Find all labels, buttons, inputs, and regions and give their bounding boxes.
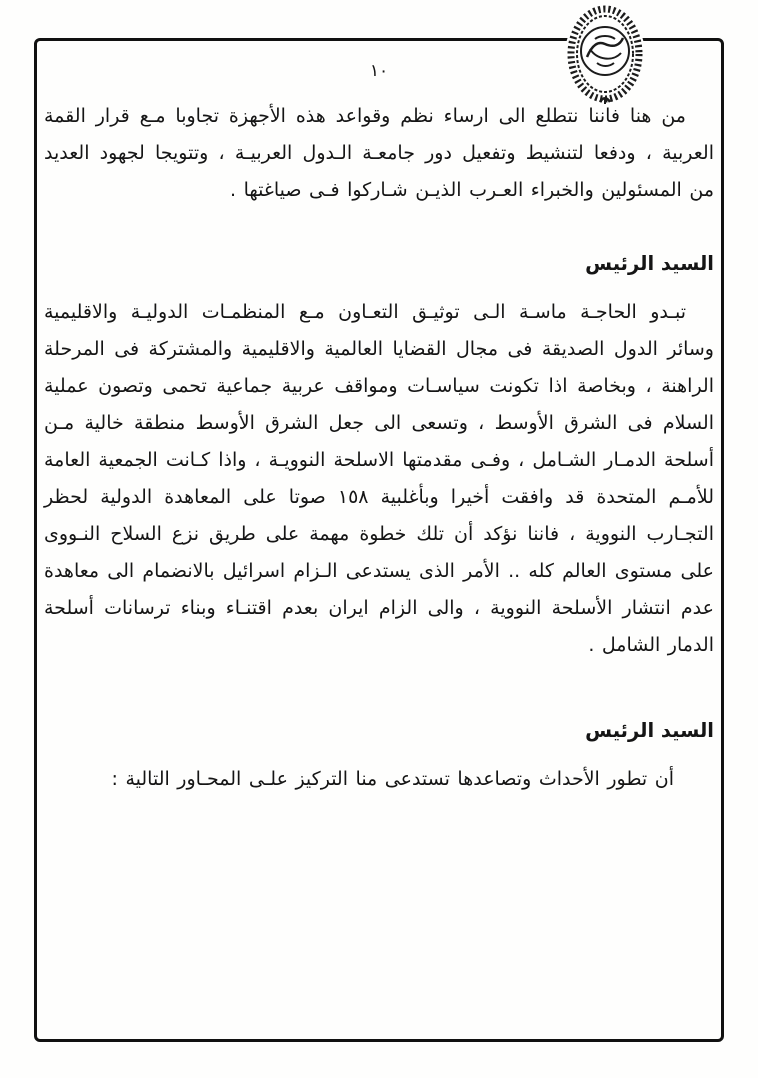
paragraph-cooperation: تبـدو الحاجـة ماسـة الـى توثيـق التعـاون مـع المنظمـات الدوليـة والاقليمية وسائر الدول الصديقة فى مجال القضايا العالمية والاقليمية والمشتركة فى المرحلة الراهنة ، وبخاصة اذا تكونت سياسـات ومواقف عربية جماعية تحمى وتصون عملية السلام فى الشرق الأوسط ، وتسعى الى جعل الشرق الأوسط منطقة خالية مـن أسلحة الدمـار الشـامل ، وفـى مقدمتها الاسلحة النوويـة ، واذا كـانت الجمعية العامة للأمـم المتحدة قد وافقت أخيرا وبأغلبية ١٥٨ صوتا على المعاهدة الدولية لحظر التجـارب النووية ، فاننا نؤكد أن تلك خطوة مهمة على طريق نزع السلاح النـووى على مستوى العالم كله .. الأمر الذى يستدعى الـزام اسرائيل بالانضمام الى معاهدة عدم انتشار الأسلحة النووية ، والى الزام ايران بعدم اقتنـاء وبناء ترسانات أسلحة الدمار الشامل . <box>44 301 714 656</box>
page-content <box>44 56 714 798</box>
section-heading-mr-president-2: السيد الرئيس <box>585 719 714 742</box>
paragraph-closing: أن تطور الأحداث وتصاعدها تستدعى منا التركيز علـى المحـاور التالية : <box>111 768 674 790</box>
page-number: ١٠ <box>369 61 389 81</box>
section-heading-mr-president-1: السيد الرئيس <box>585 252 714 275</box>
paragraph-intro: من هنا فاننا نتطلع الى ارساء نظم وقواعد هذه الأجهزة تجاوبا مـع قرار القمة العربية ، ودفعا لتنشيط وتفعيل دور جامعـة الـدول العربيـة ، وتتويجا لجهود العديد من المسئولين والخبراء العـرب الذيـن شـاركوا فـى صياغتها . <box>44 105 714 201</box>
